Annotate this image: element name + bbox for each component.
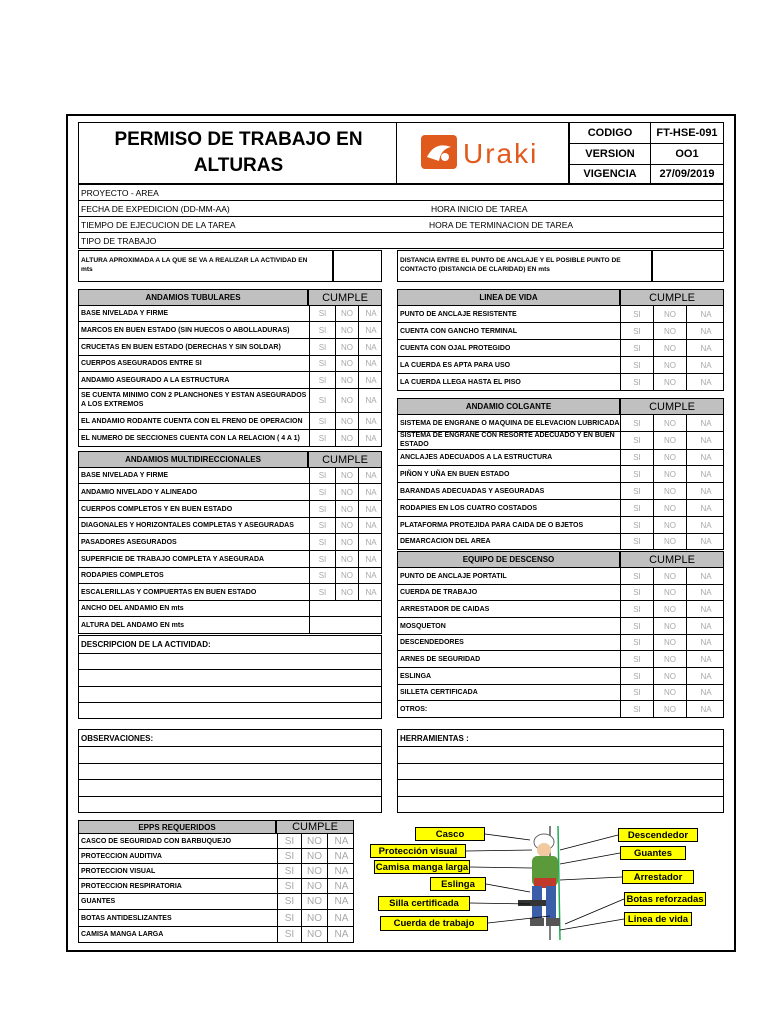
andamios-multi-option-no[interactable]: NO — [335, 468, 358, 483]
epps-item-label: PROTECCION VISUAL — [81, 867, 156, 875]
linea-vida-option-na[interactable]: NA — [686, 357, 725, 373]
andamios-multi-option-no[interactable]: NO — [335, 568, 358, 583]
andamio-colgante-option-no[interactable]: NO — [653, 534, 686, 549]
linea-vida-row — [397, 306, 724, 323]
equipo-descenso-option-no[interactable]: NO — [653, 618, 686, 634]
epps-option-na[interactable]: NA — [327, 834, 355, 848]
epps-option-no[interactable]: NO — [301, 834, 327, 848]
andamio-colgante-option-na[interactable]: NA — [686, 450, 725, 465]
andamio-colgante-option-si[interactable]: SI — [620, 517, 653, 533]
equipo-descenso-option-no[interactable]: NO — [653, 585, 686, 600]
andamio-colgante-option-si[interactable]: SI — [620, 415, 653, 431]
andamio-colgante-item-label: BARANDAS ADECUADAS Y ASEGURADAS — [400, 487, 545, 495]
vigencia-label: VIGENCIA — [569, 164, 651, 184]
equipo-descenso-item-label: CUERDA DE TRABAJO — [400, 589, 478, 596]
epps-option-no[interactable]: NO — [301, 864, 327, 878]
epps-item-label: CASCO DE SEGURIDAD CON BARBUQUEJO — [81, 837, 232, 845]
andamios-tubulares-item-label: EL ANDAMIO RODANTE CUENTA CON EL FRENO DE OPERACION — [81, 417, 303, 425]
hora-inicio-label: HORA INICIO DE TAREA — [431, 204, 528, 214]
label-linea-de-vida: Linea de vida — [624, 912, 692, 926]
andamios-tubulares-row — [78, 339, 382, 356]
andamios-tubulares-row — [78, 372, 382, 389]
equipo-descenso-option-na[interactable]: NA — [686, 585, 725, 600]
andamio-colgante-option-si[interactable]: SI — [620, 500, 653, 516]
linea-vida-option-si[interactable]: SI — [620, 340, 653, 356]
andamio-colgante-option-na[interactable]: NA — [686, 517, 725, 533]
andamios-tubulares-option-si[interactable]: SI — [309, 356, 335, 371]
andamios-multi-row — [78, 568, 382, 584]
equipo-descenso-option-na[interactable]: NA — [686, 668, 725, 684]
equipo-descenso-row — [397, 568, 724, 585]
epps-option-no[interactable]: NO — [301, 894, 327, 909]
equipo-descenso-cumple-header: CUMPLE — [620, 551, 724, 568]
andamios-multi-option-no[interactable]: NO — [335, 518, 358, 533]
andamios-multi-row — [78, 551, 382, 568]
andamios-multi-item-label: DIAGONALES Y HORIZONTALES COMPLETAS Y ASEGURADAS — [81, 522, 294, 529]
epps-option-no[interactable]: NO — [301, 879, 327, 893]
andamios-multi-row — [78, 468, 382, 484]
distancia-box — [397, 250, 652, 282]
andamios-multi-item-label: CUERPOS COMPLETOS Y EN BUEN ESTADO — [81, 505, 233, 513]
andamios-tubulares-option-no[interactable]: NO — [335, 322, 358, 338]
linea-vida-item-label: PUNTO DE ANCLAJE RESISTENTE — [400, 310, 517, 318]
andamios-multi-item-label: PASADORES ASEGURADOS — [81, 538, 177, 546]
andamio-colgante-item-label: PLATAFORMA PROTEJIDA PARA CAIDA DE O BJETOS — [400, 521, 584, 529]
equipo-descenso-row — [397, 701, 724, 718]
equipo-descenso-row — [397, 668, 724, 685]
andamios-multi-row — [78, 534, 382, 551]
andamio-colgante-option-na[interactable]: NA — [686, 483, 725, 499]
linea-vida-row — [397, 357, 724, 374]
equipo-descenso-option-no[interactable]: NO — [653, 635, 686, 650]
distancia-label-2: CONTACTO (DISTANCIA DE CLARIDAD) EN mts — [400, 266, 550, 273]
equipo-descenso-item-label: DESCENDEDORES — [400, 639, 464, 646]
equipo-descenso-row — [397, 618, 724, 635]
label-proteccion-visual: Protección visual — [370, 844, 466, 858]
andamio-colgante-option-no[interactable]: NO — [653, 500, 686, 516]
andamio-colgante-option-si[interactable]: SI — [620, 450, 653, 465]
andamio-colgante-row — [397, 483, 724, 500]
andamio-colgante-item-label: SISTEMA DE ENGRANE CON RESORTE ADECUADO Y EN BUEN ESTADO — [400, 432, 615, 448]
andamios-tubulares-option-no[interactable]: NO — [335, 372, 358, 388]
andamios-tubulares-option-na[interactable]: NA — [358, 389, 383, 412]
andamios-tubulares-header: ANDAMIOS TUBULARES — [78, 289, 308, 306]
equipo-descenso-option-si[interactable]: SI — [620, 701, 653, 717]
andamio-colgante-option-na[interactable]: NA — [686, 432, 725, 449]
epps-option-na[interactable]: NA — [327, 927, 355, 942]
andamio-medida-label: ANCHO DEL ANDAMIO EN mts — [81, 604, 184, 612]
andamios-tubulares-option-si[interactable]: SI — [309, 389, 335, 412]
andamio-colgante-item-label: ANCLAJES ADECUADOS A LA ESTRUCTURA — [400, 454, 553, 461]
equipo-descenso-option-na[interactable]: NA — [686, 618, 725, 634]
herramientas-box[interactable] — [397, 729, 724, 813]
epps-option-no[interactable]: NO — [301, 849, 327, 863]
andamio-medida-input[interactable] — [309, 617, 383, 633]
andamios-multi-option-no[interactable]: NO — [335, 484, 358, 500]
epps-item-label: BOTAS ANTIDESLIZANTES — [81, 914, 172, 922]
andamio-colgante-row — [397, 500, 724, 517]
andamio-colgante-option-si[interactable]: SI — [620, 432, 653, 449]
andamios-tubulares-option-na[interactable]: NA — [358, 339, 383, 355]
equipo-descenso-row — [397, 685, 724, 701]
linea-vida-item-label: CUENTA CON OJAL PROTEGIDO — [400, 344, 511, 352]
label-guantes: Guantes — [620, 846, 686, 860]
epps-option-si[interactable]: SI — [277, 834, 301, 848]
andamios-tubulares-row — [78, 389, 382, 413]
epps-item-label: GUANTES — [81, 898, 116, 905]
andamio-colgante-option-no[interactable]: NO — [653, 450, 686, 465]
epps-option-na[interactable]: NA — [327, 864, 355, 878]
label-camisa-manga-larga: Camisa manga larga — [375, 861, 469, 873]
label-cuerda-de-trabajo: Cuerda de trabajo — [380, 916, 488, 931]
label-arrestador: Arrestador — [622, 870, 694, 884]
tiempo-label: TIEMPO DE EJECUCION DE LA TAREA — [81, 220, 236, 230]
andamios-tubulares-option-si[interactable]: SI — [309, 430, 335, 446]
epps-item-label: PROTECCION AUDITIVA — [81, 852, 162, 860]
andamio-colgante-row — [397, 466, 724, 483]
andamio-colgante-item-label: SISTEMA DE ENGRANE O MAQUINA DE ELEVACION LUBRICADA — [400, 419, 620, 427]
equipo-descenso-option-no[interactable]: NO — [653, 568, 686, 584]
equipo-descenso-option-na[interactable]: NA — [686, 701, 725, 717]
andamios-multi-option-na[interactable]: NA — [358, 551, 383, 567]
andamios-tubulares-cumple-header: CUMPLE — [308, 289, 382, 306]
andamios-multi-option-no[interactable]: NO — [335, 534, 358, 550]
epps-option-na[interactable]: NA — [327, 879, 355, 893]
andamios-tubulares-item-label: SE CUENTA MINIMO CON 2 PLANCHONES Y ESTAN ASEGURADOS A LOS EXTREMOS — [81, 392, 307, 408]
andamios-multi-item-label: SUPERFICIE DE TRABAJO COMPLETA Y ASEGURADA — [81, 555, 265, 563]
equipo-descenso-option-no[interactable]: NO — [653, 601, 686, 617]
andamios-multi-row — [78, 484, 382, 501]
equipo-descenso-item-label: ARNES DE SEGURIDAD — [400, 655, 481, 663]
linea-vida-option-na[interactable]: NA — [686, 374, 725, 390]
andamios-multi-option-si[interactable]: SI — [309, 468, 335, 483]
andamios-tubulares-row — [78, 413, 382, 430]
linea-vida-cumple-header: CUMPLE — [620, 289, 724, 306]
andamios-multi-option-si[interactable]: SI — [309, 584, 335, 600]
equipo-descenso-item-label: SILLETA CERTIFICADA — [400, 689, 478, 696]
equipo-descenso-option-si[interactable]: SI — [620, 585, 653, 600]
andamio-colgante-option-no[interactable]: NO — [653, 483, 686, 499]
page-title-line2: ALTURAS — [193, 155, 284, 176]
tipo-label: TIPO DE TRABAJO — [81, 236, 157, 246]
equipo-descenso-option-si[interactable]: SI — [620, 685, 653, 700]
hora-fin-label: HORA DE TERMINACION DE TAREA — [429, 220, 574, 230]
andamios-multi-option-na[interactable]: NA — [358, 484, 383, 500]
epps-option-si[interactable]: SI — [277, 849, 301, 863]
epps-row — [78, 894, 354, 910]
epps-row — [78, 849, 354, 864]
equipo-descenso-option-na[interactable]: NA — [686, 651, 725, 667]
andamios-tubulares-option-si[interactable]: SI — [309, 413, 335, 429]
andamio-colgante-option-na[interactable]: NA — [686, 466, 725, 482]
andamio-colgante-option-na[interactable]: NA — [686, 500, 725, 516]
epps-header: EPPS REQUERIDOS — [78, 820, 276, 834]
label-casco: Casco — [415, 827, 485, 841]
andamios-tubulares-option-si[interactable]: SI — [309, 306, 335, 321]
andamio-medida-row — [78, 617, 382, 634]
equipo-descenso-row — [397, 651, 724, 668]
equipo-descenso-option-na[interactable]: NA — [686, 685, 725, 700]
linea-vida-option-na[interactable]: NA — [686, 306, 725, 322]
label-silla-certificada: Silla certificada — [378, 896, 470, 911]
andamios-multi-option-no[interactable]: NO — [335, 584, 358, 600]
andamios-tubulares-option-na[interactable]: NA — [358, 413, 383, 429]
altura-label-1: ALTURA APROXIMADA A LA QUE SE VA A REALIZAR LA ACTIVIDAD EN — [81, 257, 308, 264]
title-box — [78, 122, 397, 184]
andamio-colgante-row — [397, 517, 724, 534]
andamio-colgante-item-label: DEMARCACION DEL AREA — [400, 538, 491, 545]
logo-text: Uraki — [463, 138, 539, 169]
descripcion-box[interactable] — [78, 635, 382, 719]
epps-item-label: CAMISA MANGA LARGA — [81, 931, 164, 938]
epps-option-no[interactable]: NO — [301, 910, 327, 926]
fecha-row[interactable] — [78, 200, 724, 217]
proyecto-row[interactable] — [78, 184, 724, 201]
observaciones-box[interactable] — [78, 729, 382, 813]
andamios-tubulares-option-no[interactable]: NO — [335, 306, 358, 321]
andamio-colgante-option-na[interactable]: NA — [686, 415, 725, 431]
andamios-multi-option-na[interactable]: NA — [358, 468, 383, 483]
andamio-colgante-row — [397, 432, 724, 450]
andamios-multi-row — [78, 501, 382, 518]
andamios-tubulares-item-label: CUERPOS ASEGURADOS ENTRE SI — [81, 360, 202, 367]
andamio-colgante-header: ANDAMIO COLGANTE — [397, 398, 620, 415]
andamios-tubulares-option-na[interactable]: NA — [358, 372, 383, 388]
equipo-descenso-option-no[interactable]: NO — [653, 701, 686, 717]
equipo-descenso-option-na[interactable]: NA — [686, 601, 725, 617]
andamios-multi-option-na[interactable]: NA — [358, 501, 383, 517]
version-value: OO1 — [650, 143, 724, 165]
linea-vida-option-no[interactable]: NO — [653, 340, 686, 356]
equipo-descenso-row — [397, 585, 724, 601]
linea-vida-item-label: LA CUERDA ES APTA PARA USO — [400, 361, 511, 369]
equipo-descenso-option-si[interactable]: SI — [620, 635, 653, 650]
vigencia-value: 27/09/2019 — [650, 164, 724, 184]
linea-vida-option-si[interactable]: SI — [620, 306, 653, 322]
andamios-tubulares-option-si[interactable]: SI — [309, 339, 335, 355]
andamios-tubulares-item-label: MARCOS EN BUEN ESTADO (SIN HUECOS O ABOLLADURAS) — [81, 326, 290, 334]
andamios-tubulares-item-label: ANDAMIO ASEGURADO A LA ESTRUCTURA — [81, 376, 230, 384]
distancia-label-1: DISTANCIA ENTRE EL PUNTO DE ANCLAJE Y EL POSIBLE PUNTO DE — [400, 257, 621, 264]
fecha-label: FECHA DE EXPEDICION (DD-MM-AA) — [81, 204, 230, 214]
epps-row — [78, 864, 354, 879]
page-title-line1: PERMISO DE TRABAJO EN — [114, 129, 363, 150]
andamios-tubulares-option-na[interactable]: NA — [358, 356, 383, 371]
linea-vida-option-na[interactable]: NA — [686, 340, 725, 356]
andamios-tubulares-option-no[interactable]: NO — [335, 356, 358, 371]
andamios-multi-option-no[interactable]: NO — [335, 501, 358, 517]
epps-option-si[interactable]: SI — [277, 927, 301, 942]
andamios-tubulares-item-label: CRUCETAS EN BUEN ESTADO (DERECHAS Y SIN SOLDAR) — [81, 343, 281, 351]
andamios-multi-item-label: RODAPIES COMPLETOS — [81, 572, 164, 579]
andamios-multi-option-na[interactable]: NA — [358, 584, 383, 600]
linea-vida-option-no[interactable]: NO — [653, 323, 686, 339]
linea-vida-row — [397, 323, 724, 340]
epps-row — [78, 879, 354, 894]
equipo-descenso-option-no[interactable]: NO — [653, 651, 686, 667]
linea-vida-option-si[interactable]: SI — [620, 323, 653, 339]
andamios-tubulares-row — [78, 306, 382, 322]
epps-option-na[interactable]: NA — [327, 910, 355, 926]
tipo-row[interactable] — [78, 232, 724, 249]
equipo-descenso-row — [397, 601, 724, 618]
epps-option-si[interactable]: SI — [277, 879, 301, 893]
descripcion-label: DESCRIPCION DE LA ACTIVIDAD: — [81, 640, 211, 649]
andamios-multi-item-label: ANDAMIO NIVELADO Y ALINEADO — [81, 488, 198, 496]
andamio-colgante-row — [397, 534, 724, 550]
andamios-tubulares-row — [78, 322, 382, 339]
andamio-colgante-option-no[interactable]: NO — [653, 415, 686, 431]
andamios-multi-item-label: ESCALERILLAS Y COMPUERTAS EN BUEN ESTADO — [81, 588, 257, 596]
andamios-multi-option-si[interactable]: SI — [309, 518, 335, 533]
altura-box — [78, 250, 333, 282]
andamios-tubulares-item-label: EL NUMERO DE SECCIONES CUENTA CON LA RELACION ( 4 A 1) — [81, 434, 300, 442]
andamios-tubulares-row — [78, 356, 382, 372]
linea-vida-option-si[interactable]: SI — [620, 374, 653, 390]
label-descendedor: Descendedor — [618, 828, 698, 842]
epp-illustration — [360, 820, 712, 944]
epps-option-si[interactable]: SI — [277, 910, 301, 926]
andamios-multi-option-na[interactable]: NA — [358, 534, 383, 550]
andamios-multi-header: ANDAMIOS MULTIDIRECCIONALES — [78, 451, 308, 468]
equipo-descenso-option-na[interactable]: NA — [686, 635, 725, 650]
andamio-medida-label: ALTURA DEL ANDAMO EN mts — [81, 621, 185, 629]
andamio-medida-row — [78, 600, 382, 617]
equipo-descenso-item-label: ESLINGA — [400, 672, 432, 680]
andamios-tubulares-option-na[interactable]: NA — [358, 430, 383, 446]
equipo-descenso-header: EQUIPO DE DESCENSO — [397, 551, 620, 568]
linea-vida-row — [397, 340, 724, 357]
andamios-multi-row — [78, 584, 382, 601]
linea-vida-option-no[interactable]: NO — [653, 357, 686, 373]
epps-row — [78, 927, 354, 943]
andamios-multi-option-na[interactable]: NA — [358, 568, 383, 583]
andamio-colgante-option-si[interactable]: SI — [620, 466, 653, 482]
codigo-value: FT-HSE-091 — [650, 122, 724, 144]
linea-vida-item-label: CUENTA CON GANCHO TERMINAL — [400, 327, 518, 335]
andamio-colgante-option-si[interactable]: SI — [620, 534, 653, 549]
andamio-colgante-option-si[interactable]: SI — [620, 483, 653, 499]
equipo-descenso-option-si[interactable]: SI — [620, 668, 653, 684]
andamios-multi-option-si[interactable]: SI — [309, 551, 335, 567]
epps-option-si[interactable]: SI — [277, 864, 301, 878]
andamios-tubulares-option-no[interactable]: NO — [335, 430, 358, 446]
linea-vida-row — [397, 374, 724, 391]
andamios-multi-option-na[interactable]: NA — [358, 518, 383, 533]
equipo-descenso-item-label: MOSQUETON — [400, 622, 446, 630]
equipo-descenso-row — [397, 635, 724, 651]
equipo-descenso-option-no[interactable]: NO — [653, 668, 686, 684]
equipo-descenso-item-label: ARRESTADOR DE CAIDAS — [400, 605, 490, 613]
andamios-multi-cumple-header: CUMPLE — [308, 451, 382, 468]
linea-vida-header: LINEA DE VIDA — [397, 289, 620, 306]
epps-cumple-header: CUMPLE — [276, 820, 354, 834]
epps-option-na[interactable]: NA — [327, 849, 355, 863]
epps-item-label: PROTECCION RESPIRATORIA — [81, 882, 182, 890]
epps-option-si[interactable]: SI — [277, 894, 301, 909]
label-eslinga: Eslinga — [430, 877, 486, 891]
linea-vida-item-label: LA CUERDA LLEGA HASTA EL PISO — [400, 378, 521, 386]
andamio-colgante-row — [397, 450, 724, 466]
andamio-colgante-option-no[interactable]: NO — [653, 432, 686, 449]
epps-row — [78, 910, 354, 927]
equipo-descenso-option-si[interactable]: SI — [620, 568, 653, 584]
tiempo-row[interactable] — [78, 216, 724, 233]
andamios-multi-option-si[interactable]: SI — [309, 568, 335, 583]
herramientas-label: HERRAMIENTAS : — [400, 734, 469, 743]
pointer-lines — [360, 820, 712, 944]
andamio-colgante-cumple-header: CUMPLE — [620, 398, 724, 415]
logo-box — [396, 122, 569, 184]
andamios-tubulares-option-no[interactable]: NO — [335, 339, 358, 355]
linea-vida-option-no[interactable]: NO — [653, 374, 686, 390]
distancia-input[interactable] — [652, 250, 724, 282]
andamios-multi-item-label: BASE NIVELADA Y FIRME — [81, 472, 168, 479]
equipo-descenso-item-label: PUNTO DE ANCLAJE PORTATIL — [400, 572, 507, 580]
epps-option-na[interactable]: NA — [327, 894, 355, 909]
andamios-multi-row — [78, 518, 382, 534]
altura-input[interactable] — [333, 250, 382, 282]
observaciones-label: OBSERVACIONES: — [81, 734, 154, 743]
label-botas-reforzadas: Botas reforzadas — [624, 892, 706, 906]
andamios-tubulares-row — [78, 430, 382, 447]
linea-vida-option-no[interactable]: NO — [653, 306, 686, 322]
linea-vida-option-si[interactable]: SI — [620, 357, 653, 373]
andamios-tubulares-item-label: BASE NIVELADA Y FIRME — [81, 310, 168, 317]
andamio-colgante-item-label: PIÑON Y UÑA EN BUEN ESTADO — [400, 470, 510, 478]
linea-vida-option-na[interactable]: NA — [686, 323, 725, 339]
uraki-logo — [421, 135, 551, 171]
equipo-descenso-option-si[interactable]: SI — [620, 601, 653, 617]
equipo-descenso-option-si[interactable]: SI — [620, 651, 653, 667]
equipo-descenso-option-si[interactable]: SI — [620, 618, 653, 634]
andamio-colgante-option-no[interactable]: NO — [653, 466, 686, 482]
andamio-colgante-option-na[interactable]: NA — [686, 534, 725, 549]
equipo-descenso-item-label: OTROS: — [400, 705, 428, 713]
version-label: VERSION — [569, 143, 651, 165]
andamios-tubulares-option-si[interactable]: SI — [309, 372, 335, 388]
epps-option-no[interactable]: NO — [301, 927, 327, 942]
andamio-colgante-item-label: RODAPIES EN LOS CUATRO COSTADOS — [400, 504, 538, 512]
andamios-multi-option-si[interactable]: SI — [309, 501, 335, 517]
andamios-multi-option-si[interactable]: SI — [309, 484, 335, 500]
andamios-tubulares-option-na[interactable]: NA — [358, 322, 383, 338]
andamios-multi-option-no[interactable]: NO — [335, 551, 358, 567]
andamios-tubulares-option-si[interactable]: SI — [309, 322, 335, 338]
equipo-descenso-option-na[interactable]: NA — [686, 568, 725, 584]
codigo-label: CODIGO — [569, 122, 651, 144]
andamio-medida-input[interactable] — [309, 600, 383, 616]
proyecto-label: PROYECTO - AREA — [81, 188, 159, 198]
andamio-colgante-option-no[interactable]: NO — [653, 517, 686, 533]
andamios-tubulares-option-no[interactable]: NO — [335, 413, 358, 429]
andamios-tubulares-option-no[interactable]: NO — [335, 389, 358, 412]
altura-label-2: mts — [81, 266, 93, 273]
andamio-colgante-row — [397, 415, 724, 432]
andamios-tubulares-option-na[interactable]: NA — [358, 306, 383, 321]
equipo-descenso-option-no[interactable]: NO — [653, 685, 686, 700]
andamios-multi-option-si[interactable]: SI — [309, 534, 335, 550]
epps-row — [78, 834, 354, 849]
